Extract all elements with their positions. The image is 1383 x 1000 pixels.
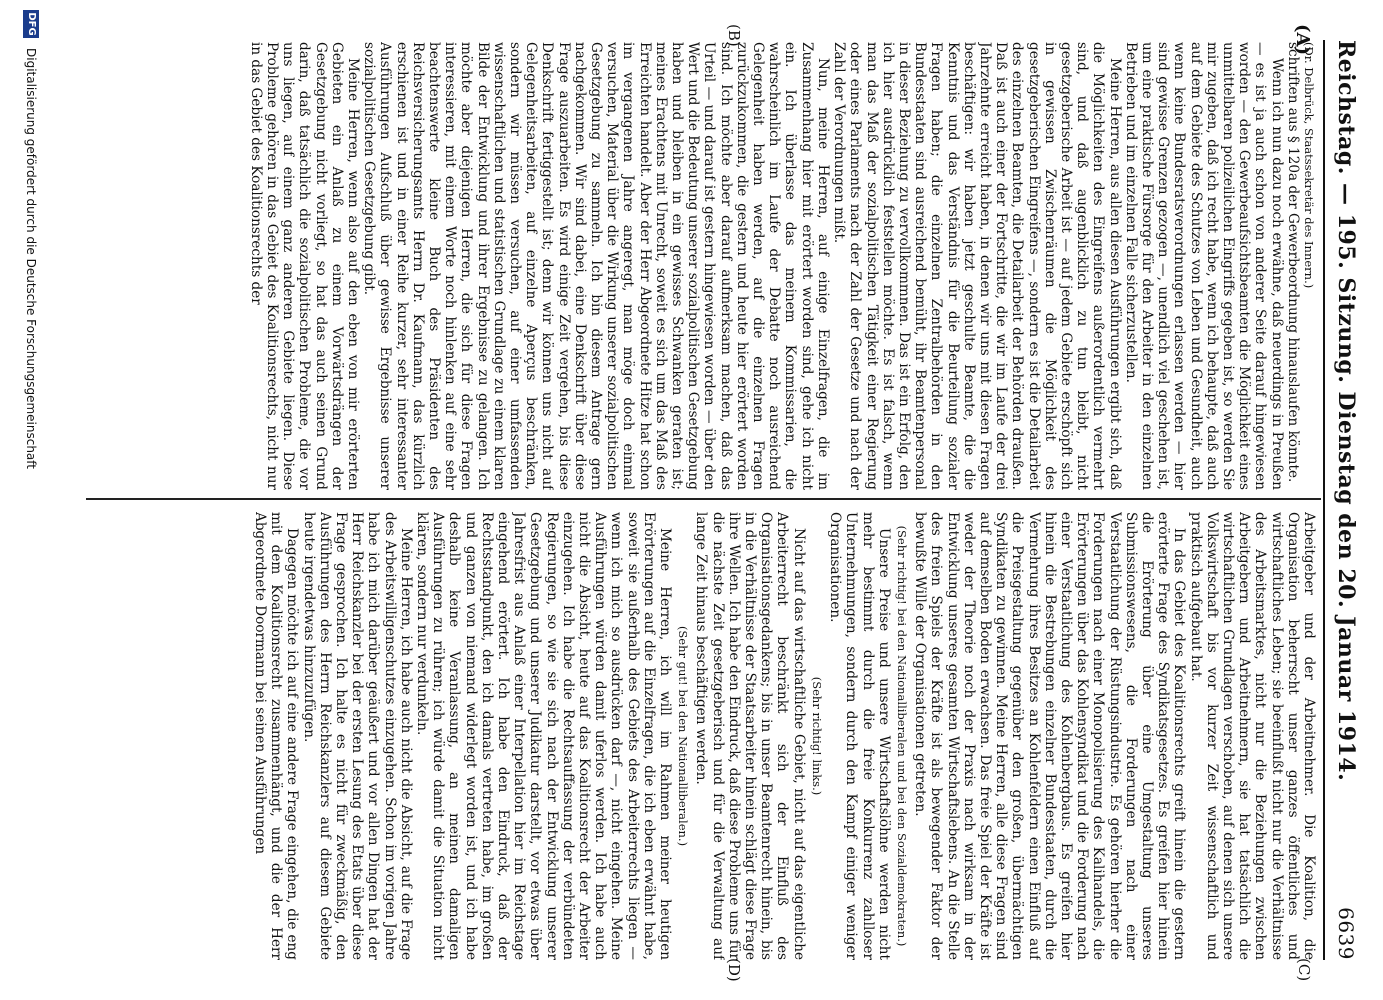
paragraph: In das Gebiet des Koalitionsrechts greift hinein die gestern erörterte Frage des Syndikatsgesetzes. Es greifen hier hinein die Erörterung über eine Umgestaltung unseres Submissionswesens, die Forderungen nach einer Verstaatlichung der Rüstungsindustrie. Es gehören hierher die Forderungen nach einer Monopolisierung des Kalihandels, die Erörterungen über das Kohlensyndikat und die Forderung nach einer Verstaatlichung des Kohlenbergbaus. Es greifen hier hinein die Bestrebungen einzelner Bundesstaaten, durch die Vermehrung ihres Besitzes an Kohlenfeldern einen Einfluß auf die Preisgestaltung gegenüber den großen, übermächtigen Syndikaten zu gewinnen. Meine Herren, alle diese Fragen sind auf demselben Boden erwachsen. Das freie Spiel der Kräfte ist weder der Theorie noch der Praxis nach wirksam in der Entwicklung unseres gesamten Wirtschaftslebens. An die Stelle des freien Spiels der Kräfte ist als bewegender Faktor der bewußte Wille der Organisationen getreten. [912,512,1188,960]
margin-marker-d: (D) [725,958,743,982]
paragraph: Arbeitgeber und der Arbeitnehmer. Die Koalition, die Organisation beherrscht unser ganzes öffentliches und wirtschaftliches Leben; sie beeinflußt nicht nur die Verhältnisse des Arbeitsmarktes, nicht nur die Beziehungen zwischen Arbeitgebern und Arbeitnehmern, sie hat tatsächlich die wirtschaftlichen Grundlagen verschoben, auf denen sich unsere Volkswirtschaft bis vor kurzer Zeit wissenschaftlich und praktisch aufgebaut hat. [1187,512,1317,960]
interjection: (Sehr gut! bei den Nationalliberalen.) [676,625,691,847]
paragraph: Nun, meine Herren, auf einige Einzelfragen, die im Zusammenhang hier mit erörtert worden sind, gehe ich nicht ein. Ich überlasse das meinem Kommissarien, die wahrscheinlich im Laufe der Debatte noch ausreichend Gelegenheit haben werden, auf die einzelnen Fragen zurückzukommen, die gestern und heute hier erörtert worden sind. Ich möchte aber darauf aufmerksam machen, daß das Urteil — und darauf ist gestern hingewiesen worden — über den Wert und die Bedeutung unserer sozialpolitischen Gesetzgebung haben und bleiben in ein gewisses Schwanken geraten ist; meines Erachtens mit Unrecht, soweit es sich um das Maß des Erreichten handelt. Aber der Herr Abgeordnete Hitze hat schon im vergangenen Jahre angeregt, man möge doch einmal versuchen, Material über die Wirkung unserer sozialpolitischen Gesetzgebung zu sammeln. Ich bin diesem Antrage gern nachgekommen. Wir sind dabei, eine Denkschrift über diese Frage auszuarbeiten. Es wird einige Zeit vergehen, bis diese Denkschrift fertiggestellt ist; denn wir können uns nicht auf Gelegenheitsarbeiten, auf einzelne Aperçus beschränken, sondern wir müssen versuchen, auf einer umfassenden wissenschaftlichen und statistischen Grundlage zu einem klaren Bilde der Entwicklung und ihrer Ergebnisse zu gelangen. Ich möchte aber diejenigen Herren, die sich für diese Fragen interessieren, mit einem Worte noch hinlenken auf eine sehr beachtenswerte kleine Buch des Präsidenten des Reichsversicherungsamts Herrn Dr. Kaufmann, das kürzlich erschienen ist und in einer Reihe kurzer, sehr interessanter Ausführungen Aufschluß über gewisse Ergebnisse unserer sozialpolitischen Gesetzgebung gibt. [361,42,831,490]
paragraph: Dagegen möchte ich auf eine andere Frage eingehen, die eng mit dem Koalitionsrecht zusammenhängt, und die der Herr Abgeordnete Doormann bei seinen Ausführungen [252,512,301,960]
column-separator [86,498,1321,500]
paragraph: Nicht auf das wirtschaftliche Gebiet, nicht auf das eigentliche Arbeiterrecht beschränkt sich der Einfluß des Organisationsgedankens; bis in unser Beamtenrecht hinein, bis in die Verhältnisse der Staatsarbeiter hinein schlägt diese Frage ihre Wellen. Ich habe den Eindruck, daß diese Probleme uns für die nächste Zeit gesetzgeberisch und für die Verwaltung auf lange Zeit hinaus beschäftigen werden. [693,512,807,960]
paragraph: Wenn ich nun dazu noch erwähne, daß neuerdings in Preußen — es ist ja auch schon von anderer Seite darauf hingewiesen worden — den Gewerbeaufsichtsbeamten die Möglichkeit eines unmittelbaren polizeilichen Eingriffs gegeben ist, so werden Sie mir zugeben, daß ich recht habe, wenn ich behaupte, daß auch auf dem Gebiete des Schutzes von Leben und Gesundheit, auch wenn keine Bundesratsverordnungen erlassen werden — hier sind gewisse Grenzen gezogen —, unendlich viel geschehen ist, um eine praktische Fürsorge für den Arbeiter in den einzelnen Betrieben und im einzelnen Falle sicherzustellen. [1122,42,1285,490]
margin-marker-b: (B) [725,24,743,47]
speaker-line: (Dr. Delbrück, Staatssekretär des Innern.) [1302,42,1316,289]
interjection: (Sehr richtig! links.) [809,676,824,796]
paragraph: schriften aus § 120a der Gewerbeordnung hinauslaufen könnte. [1284,42,1301,483]
header-title: Reichstag. — 195. Sitzung. Dienstag den 20. Januar 1914. [1333,40,1359,782]
right-column [87,512,1317,960]
header-rule [1323,40,1325,960]
dfg-logo: DFG [23,10,39,38]
digitization-footer [19,10,43,990]
interjection: (Sehr richtig! bei den Nationalliberalen und bei den Sozialdemokraten.) [894,525,909,947]
paragraph: Meine Herren, ich habe auch nicht die Absicht, auf die Frage des Arbeitswilligenschutzes einzugehen. Schon im vorigen Jahre habe ich mich darüber geäußert und vor allen Dingen hat der Herr Reichskanzler bei der ersten Lesung des Etats über diese Frage gesprochen. Ich halte es nicht für zweckmäßig, den Ausführungen des Herrn Reichskanzlers auf diesem Gebiete heute irgendetwas hinzuzufügen. [300,512,414,960]
left-column [87,42,1317,490]
running-header [1331,40,1361,960]
margin-marker-a: (A) [1292,24,1313,55]
paragraph: Meine Herren, wenn also auf den eben von mir erörterten Gebieten ein Anlaß zu einem Vorwärtsdrängen der Gesetzgebung nicht vorliegt, so hat das auch seinen Grund darin, daß tatsächlich die sozialpolitischen Probleme, die vor uns liegen, auf einem ganz anderen Gebiete liegen. Diese Probleme gehören in das Gebiet des Koalitionsrechts, nicht nur in das Gebiet des Koalitionsrechts der [247,42,362,490]
margin-marker-c: (C) [1295,958,1313,982]
footer-text: Digitalisierung gefördert durch die Deutsche Forschungsgemeinschaft [24,48,38,470]
paragraph: Meine Herren, aus allen diesen Ausführungen ergibt sich, daß die Möglichkeiten des Eingreifens außerordentlich vermehrt sind, und daß augenblicklich zu tun bleibt, nicht gesetzgeberische Arbeit ist — auf jedem Gebiete erschöpft sich in gewissen Zwischenräumen die Möglichkeit des gesetzgeberischen Eingreifens —, sondern es ist die Detailarbeit des einzelnen Beamten, die Detailarbeit der Behörden draußen. Daß ist auch einer der Fortschritte, die wir im Laufe der drei Jahrzehnte erreicht haben, in denen wir uns mit diesen Fragen beschäftigen: wir haben jetzt geschulte Beamte, die die Kenntnis und das Verständnis für die Beurteilung sozialer Fragen haben; die einzelnen Zentralbehörden in den Bundesstaaten sind ausreichend bemüht, ihr Beamtenpersonal in dieser Beziehung zu vervollkommnen. Das ist ein Erfolg, den ich hier ausdrücklich feststellen möchte. Es ist falsch, wenn man das Maß der sozialpolitischen Tätigkeit einer Regierung oder eines Parlaments nach der Zahl der Gesetze und nach der Zahl der Verordnungen mißt. [831,42,1123,490]
paragraph: Meine Herren, ich will im Rahmen meiner heutigen Erörterungen auf die Einzelfragen, die ich eben erwähnt habe, soweit sie außerhalb des Gebiets des Arbeiterrechts liegen — wenn ich mich so ausdrücken darf —, nicht eingehen. Meine Ausführungen würden damit uferlos werden. Ich habe auch nicht die Absicht, heute auf das Koalitionsrecht der Arbeiter einzugehen. Ich habe die Rechtsauffassung der verbündeten Regierungen, so wie sie sich nach der Entwicklung unserer Gesetzgebung und unserer Judikatur darstellt, vor etwas über Jahresfrist aus Anlaß einer Interpellation hier im Reichstage eingehend erörtert. Ich habe den Eindruck, daß der Rechtsstandpunkt, den ich damals vertreten habe, im großen und ganzen von niemand widerlegt worden ist, und ich habe deshalb keine Veranlassung, an meinen damaligen Ausführungen zu rühren; ich würde damit die Situation nicht klären, sondern nur verdunkeln. [414,512,674,960]
paragraph: Unsere Preise und unsere Wirtschaftslöhne werden nicht mehr bestimmt durch die freie Konkurrenz zahlloser Unternehmungen, sondern durch den Kampf einiger weniger Organisationen. [827,512,892,960]
page-number: 6639 [1334,907,1358,960]
